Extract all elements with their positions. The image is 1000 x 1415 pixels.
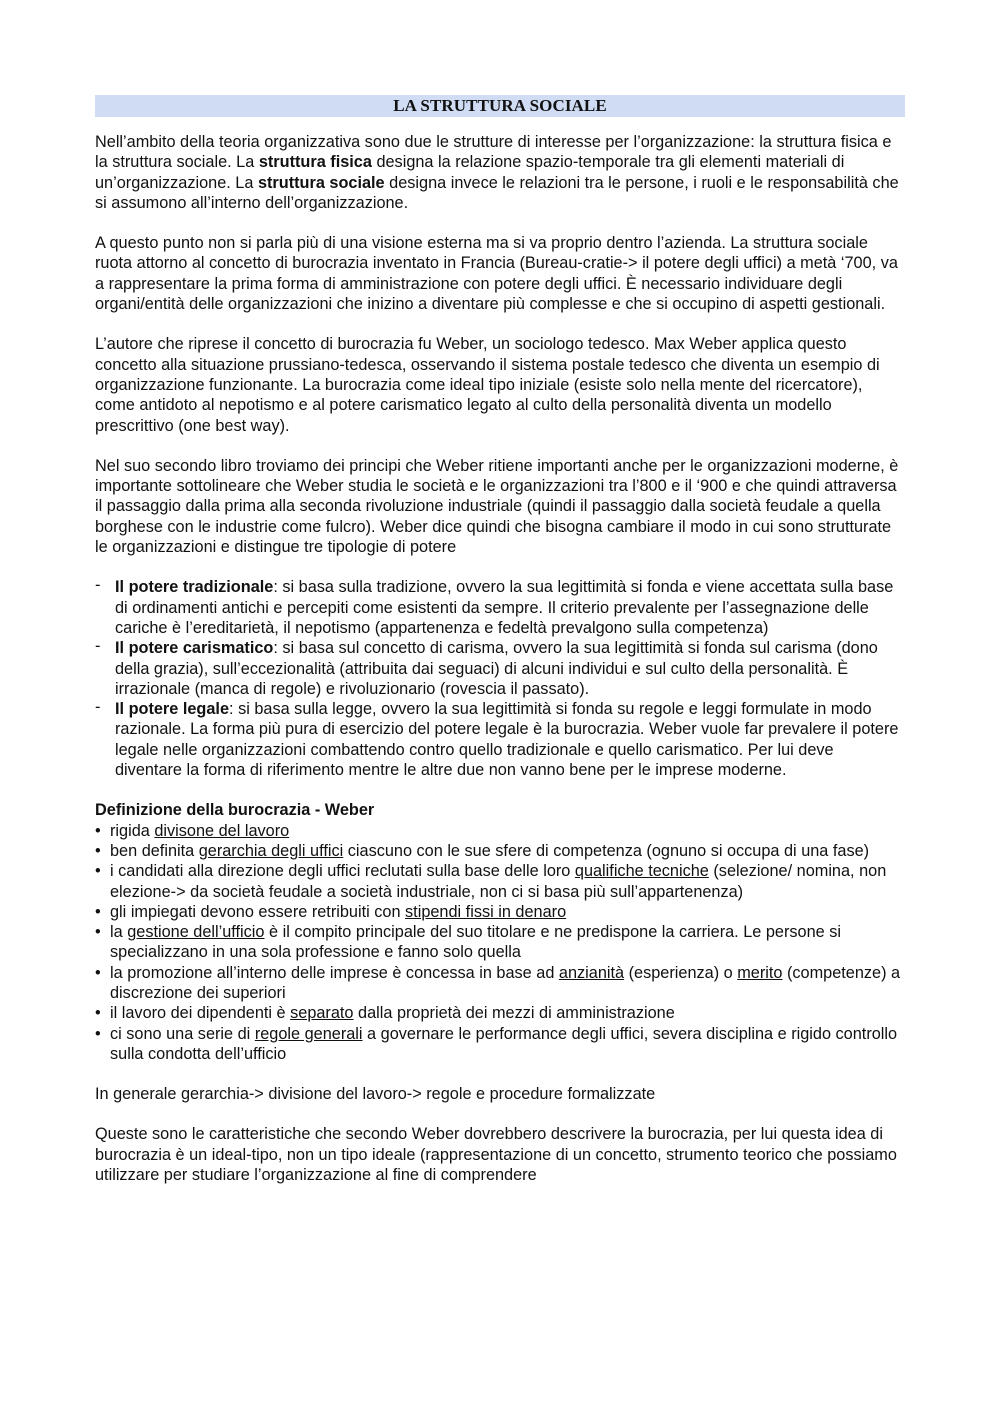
bullet-marker: • [95, 923, 101, 942]
paragraph-weber-book: Nel suo secondo libro troviamo dei principi che Weber ritiene importanti anche per le organizzazioni moderne, è importante sottolineare che Weber studia le società e le organizzazioni tra l’800 e il ‘900 e che quindi attraversa il passaggio dalla prima alla seconda rivoluzione industriale (quindi il passaggio dalla società feudale a quella borghese con le industrie come fulcro). Weber dice quindi che bisogna cambiare il modo in cui sono strutturate le organizzazioni e distingue tre tipologie di potere [95, 456, 899, 557]
bullet-marker: • [95, 1004, 101, 1023]
bullet-marker: • [95, 862, 101, 881]
dash-marker: - [95, 698, 101, 717]
list-item: • gli impiegati devono essere retribuiti con stipendi fissi in denaro [95, 902, 567, 921]
paragraph-intro [95, 132, 905, 213]
underlined-term: anzianità [558, 963, 625, 982]
list-item-potere-carismatico [95, 638, 905, 699]
intro-text-c: designa la relazione spazio-temporale tra gli elementi materiali di un’organizzazione. La [95, 153, 845, 192]
paragraph-burocrazia-origin: A questo punto non si parla più di una visione esterna ma si va proprio dentro l’azienda. La struttura sociale ruota attorno al concetto di burocrazia inventato in Francia (Bureau-cratie-> il potere degli uffici) a metà ‘700, va a rappresentare la prima forma di amministrazione con potere degli uffici. È necessario individuare degli organi/entità delle organizzazioni che inizino a diventare più complesse e che si occupino di aspetti gestionali. [95, 234, 898, 314]
definition-heading: Definizione della burocrazia - Weber [95, 801, 375, 820]
intro-text-a: Nell’ambito della teoria organizzativa sono due le strutture di interesse per l’organizzazione: la struttura fisica e la struttura sociale. La [95, 133, 892, 172]
power-description: : si basa sulla tradizione, ovvero la sua legittimità si fonda e viene accettata sulla base di ordinamenti antichi e percepiti come esistenti da sempre. Il criterio prevalente per l’assegnazione delle cariche è l’ereditarietà, il nepotismo (appartenenza e fedeltà prevalgono sulla competenza) [115, 578, 894, 637]
paragraph-summary: In generale gerarchia-> divisione del lavoro-> regole e procedure formalizzate [95, 1085, 656, 1104]
list-item-potere-legale [95, 699, 905, 780]
list-item: • rigida divisone del lavoro [95, 821, 290, 840]
underlined-term: merito [737, 963, 783, 982]
power-description: : si basa sulla legge, ovvero la sua legittimità si fonda su regole e leggi formulate in modo razionale. La forma più pura di esercizio del potere legale è la burocrazia. Weber vuole far prevalere il potere legale nelle organizzazioni combattendo contro quello tradizionale e quello carismatico. Per lui deve diventare la forma di riferimento mentre le altre due non vanno bene per le imprese moderne. [115, 700, 899, 780]
power-types-list [95, 577, 905, 780]
power-title: Il potere carismatico [115, 639, 274, 658]
underlined-term: divisone del lavoro [154, 821, 290, 840]
list-item: • ci sono una serie di regole generali a governare le performance degli uffici, severa disciplina e rigido controllo sulla condotta dell’ufficio [95, 1024, 898, 1063]
document-page [95, 95, 905, 1205]
underlined-term: gestione dell’ufficio [127, 923, 265, 942]
power-title: Il potere tradizionale [115, 578, 274, 597]
dash-marker: - [95, 576, 101, 595]
underlined-term: regole generali [254, 1024, 363, 1043]
bullet-marker: • [95, 902, 101, 921]
dash-marker: - [95, 637, 101, 656]
list-item: • i candidati alla direzione degli uffici reclutati sulla base delle loro qualifiche tecniche (selezione/ nomina, non elezione-> da società feudale a società industriale, non ci si basa più sull’appartenenza) [95, 862, 887, 901]
power-title: Il potere legale [115, 700, 230, 719]
bullet-marker: • [95, 963, 101, 982]
burocrazia-features-list [95, 821, 905, 1065]
bullet-marker: • [95, 841, 101, 860]
term-struttura-sociale: struttura sociale [257, 173, 385, 192]
list-item: • la promozione all’interno delle imprese è concessa in base ad anzianità (esperienza) o merito (competenze) a discrezione dei superiori [95, 963, 901, 1002]
underlined-term: separato [290, 1004, 354, 1023]
list-item: • il lavoro dei dipendenti è separato dalla proprietà dei mezzi di amministrazione [95, 1004, 675, 1023]
document-title: LA STRUTTURA SOCIALE [95, 95, 905, 117]
power-description: : si basa sul concetto di carisma, ovvero la sua legittimità si fonda sul carisma (dono della grazia), sull’eccezionalità (attribuita dai seguaci) di alcuni individui e sul culto della personalità. È irrazionale (manca di regole) e rivoluzionario (rovescia il passato). [115, 639, 878, 698]
bullet-marker: • [95, 821, 101, 840]
list-item: • ben definita gerarchia degli uffici ciascuno con le sue sfere di competenza (ognuno si occupa di una fase) [95, 841, 870, 860]
list-item: • la gestione dell’ufficio è il compito principale del suo titolare e ne predispone la carriera. Le persone si specializzano in una sola professione e fanno solo quella [95, 923, 841, 962]
intro-text-d: designa invece le relazioni tra le persone, i ruoli e le responsabilità che si assumono all’interno dell’organizzazione. [95, 173, 899, 212]
underlined-term: gerarchia degli uffici [198, 841, 344, 860]
paragraph-weber: L’autore che riprese il concetto di burocrazia fu Weber, un sociologo tedesco. Max Weber applica questo concetto alla situazione prussiano-tedesca, osservando il sistema postale tedesco che diventa un esempio di organizzazione funzionante. La burocrazia come ideal tipo iniziale (esiste solo nella mente del ricercatore), come antidoto al nepotismo e al potere carismatico legato al culto della personalità diventa un modello prescrittivo (one best way). [95, 335, 880, 435]
underlined-term: qualifiche tecniche [574, 862, 709, 881]
paragraph-ideal-tipo: Queste sono le caratteristiche che secondo Weber dovrebbero descrivere la burocrazia, per lui questa idea di burocrazia è un ideal-tipo, non un tipo ideale (rappresentazione di un concetto, strumento teorico che possiamo utilizzare per studiare l’organizzazione al fine di comprendere [95, 1125, 897, 1185]
bullet-marker: • [95, 1024, 101, 1043]
underlined-term: stipendi fissi in denaro [405, 902, 567, 921]
list-item-potere-tradizionale [95, 577, 905, 638]
term-struttura-fisica: struttura fisica [258, 153, 372, 172]
